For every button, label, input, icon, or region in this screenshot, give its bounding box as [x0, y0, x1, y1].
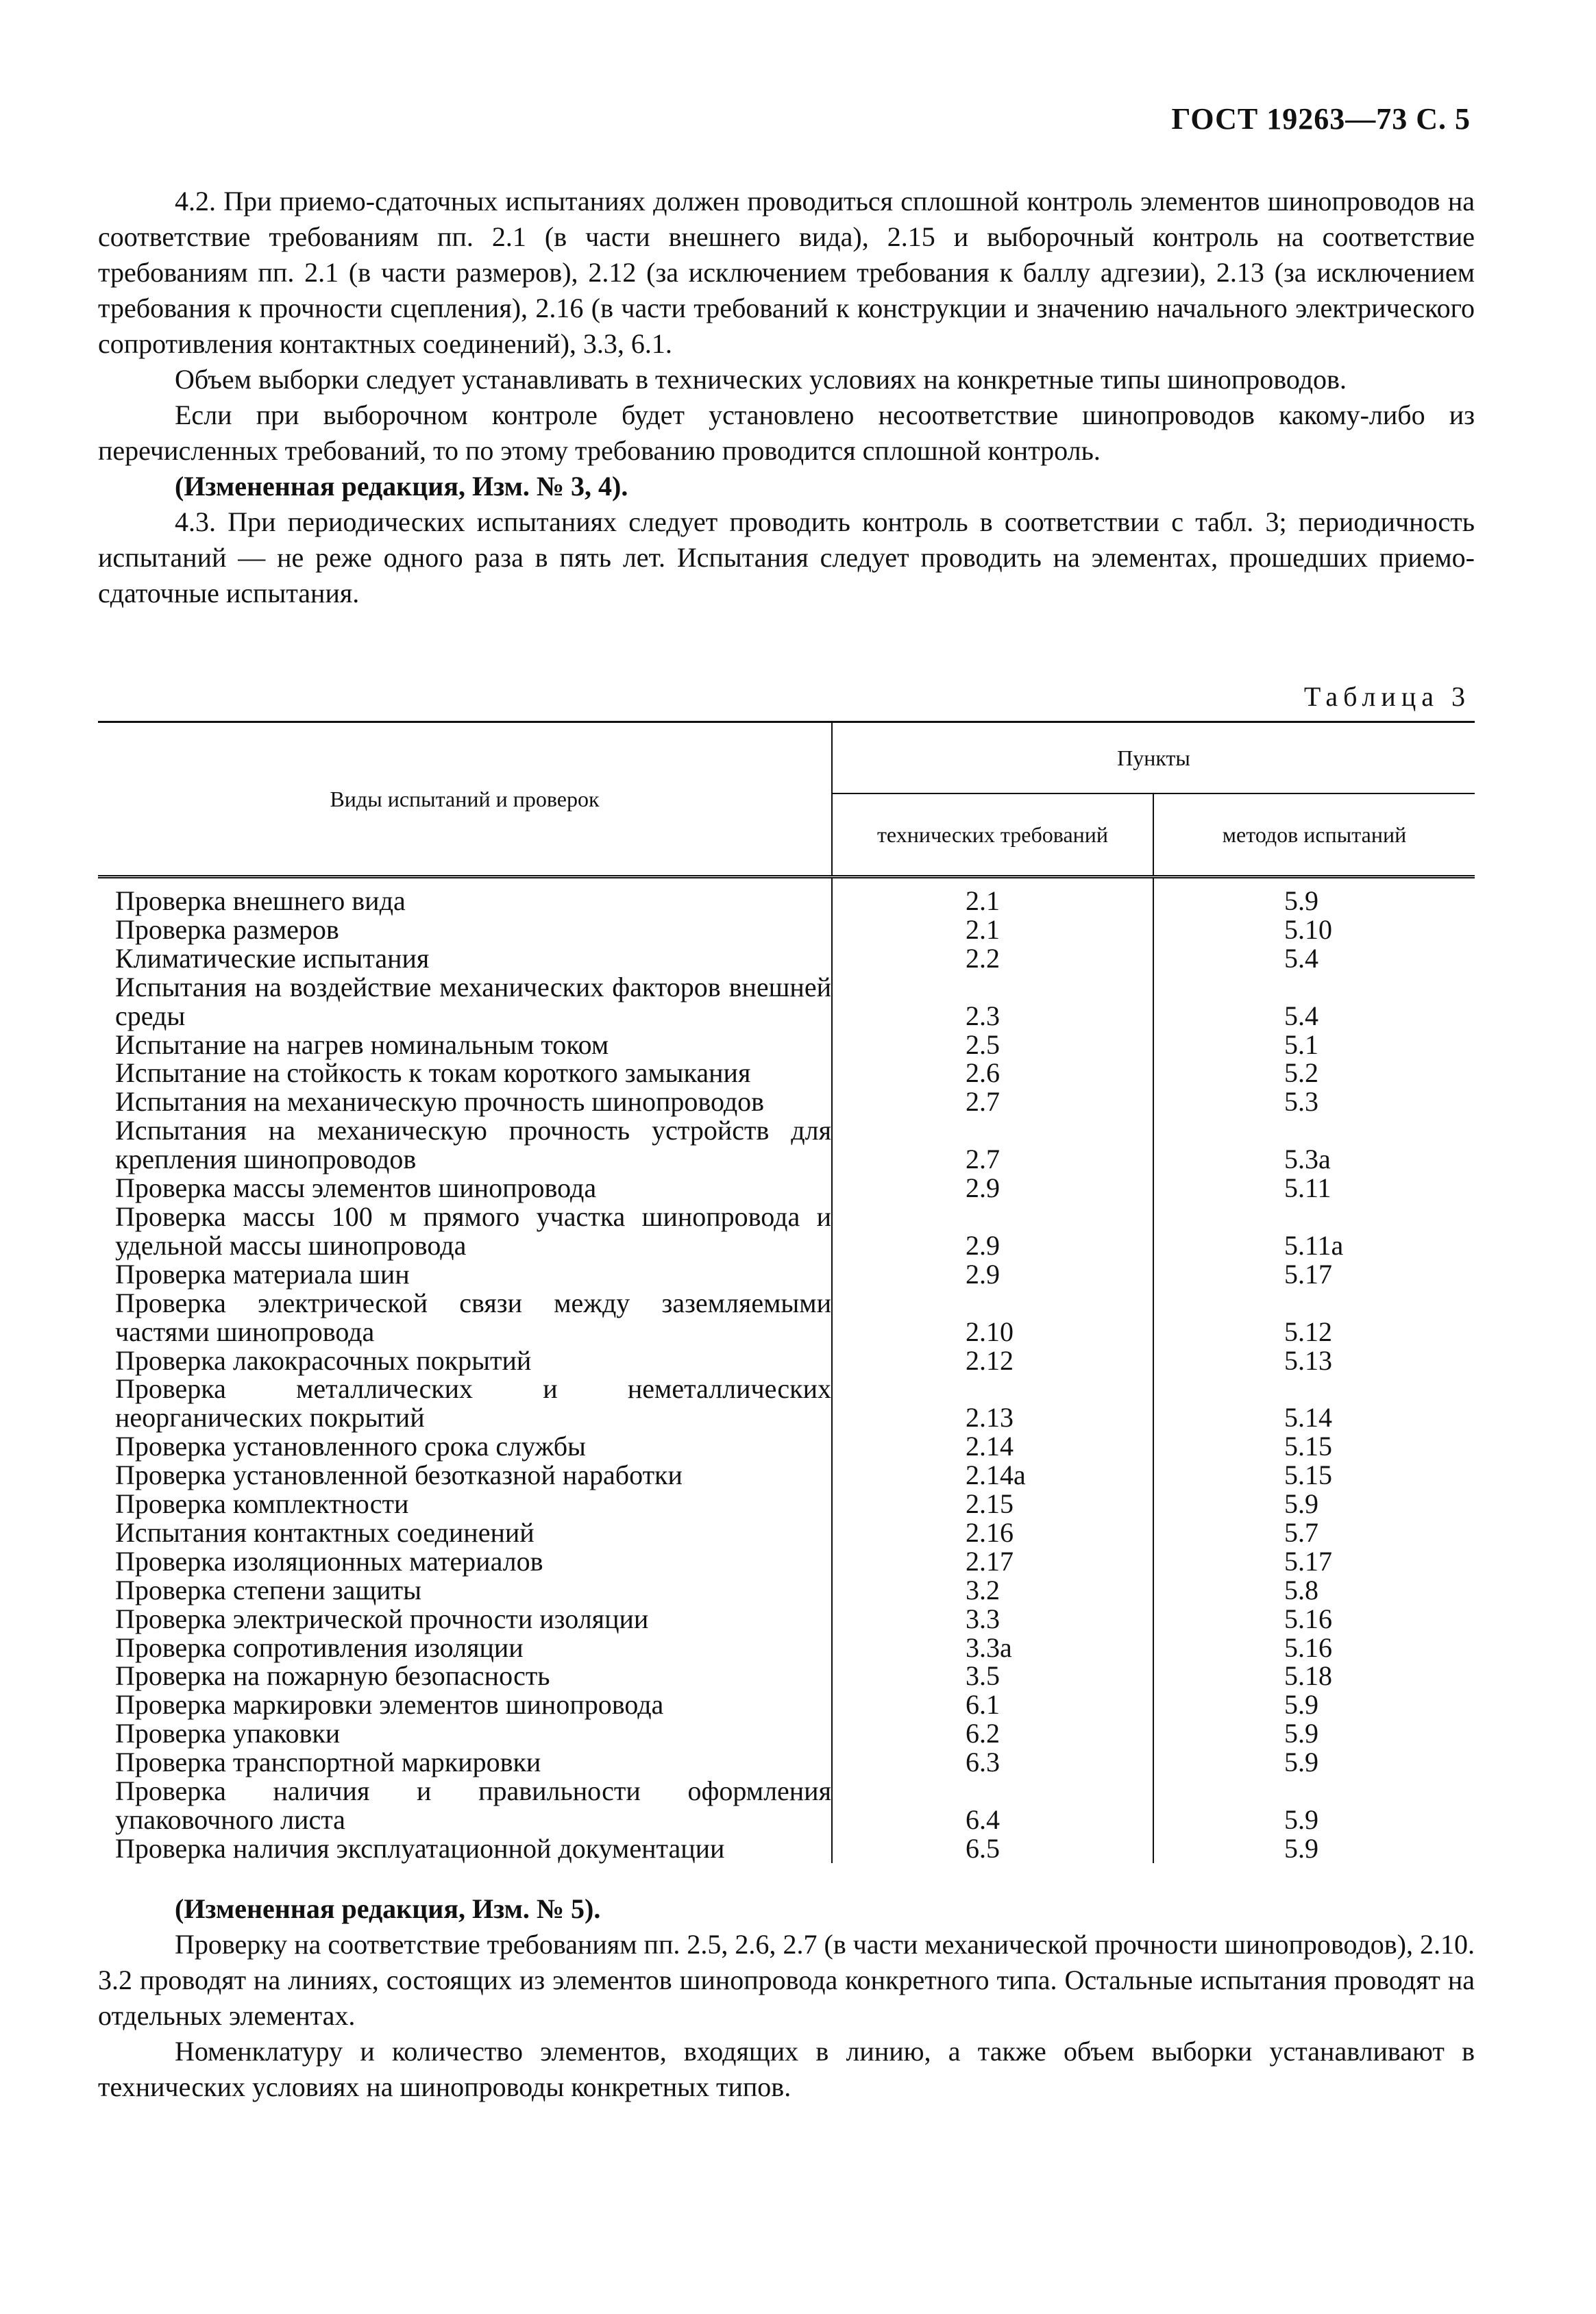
table-row — [98, 1634, 1475, 1662]
paragraph-4-2: 4.2. При приемо-сдаточных испытаниях должен проводиться сплошной контроль элементов шинопроводов на соответствие требованиям пп. 2.1 (в части внешнего вида), 2.15 и выборочный контроль на соответствие требованиям пп. 2.1 (в части размеров), 2.12 (за исключением требования к баллу адгезии), 2.13 (за исключением требования к прочности сцепления), 2.16 (в части требований к конструкции и значению начального электрического сопротивления контактных соединений), 3.3, 6.1. — [98, 186, 1475, 359]
tech-requirement-cell: 6.2 — [832, 1719, 1153, 1748]
test-method-cell: 5.9 — [1284, 1689, 1318, 1721]
test-name-cell: Проверка материала шин — [98, 1260, 832, 1289]
tech-requirement-cell: 2.9 — [832, 1203, 1153, 1260]
header-test-types: Виды испытаний и проверок — [98, 722, 832, 877]
test-method-cell: 5.9 — [1284, 885, 1318, 916]
tech-requirement-cell: 3.2 — [832, 1576, 1153, 1605]
test-name-cell: Проверка размеров — [98, 915, 832, 944]
table-row — [98, 973, 1475, 1031]
test-method-cell: 5.13 — [1284, 1344, 1332, 1376]
test-name-cell: Проверка транспортной маркировки — [98, 1748, 832, 1777]
tech-requirement-cell: 3.3а — [832, 1634, 1153, 1662]
test-method-cell: 5.10 — [1284, 913, 1332, 945]
tech-requirement-cell: 2.13 — [832, 1375, 1153, 1432]
table-row — [98, 944, 1475, 973]
test-name-cell: Проверка электрической связи между заземляемыми частями шинопровода — [98, 1289, 832, 1346]
test-name-cell: Проверка упаковки — [98, 1719, 832, 1748]
tech-requirement-cell: 3.3 — [832, 1605, 1153, 1634]
table-3 — [98, 721, 1475, 1863]
test-method-cell: 5.14 — [1284, 1402, 1332, 1433]
test-name-cell: Испытания контактных соединений — [98, 1518, 832, 1547]
test-name-cell: Проверка установленного срока службы — [98, 1432, 832, 1461]
test-name-cell: Проверка изоляционных материалов — [98, 1547, 832, 1576]
tech-requirement-cell: 2.16 — [832, 1518, 1153, 1547]
tech-requirement-cell: 2.2 — [832, 944, 1153, 973]
table-row — [98, 1605, 1475, 1634]
table-row — [98, 1547, 1475, 1576]
tech-requirement-cell: 2.9 — [832, 1260, 1153, 1289]
outro-section — [98, 1891, 1475, 2105]
test-method-cell: 5.17 — [1284, 1258, 1332, 1290]
table-row — [98, 1174, 1475, 1203]
header-test-methods: методов испытаний — [1153, 793, 1475, 877]
tech-requirement-cell: 2.1 — [832, 915, 1153, 944]
table-row — [98, 1375, 1475, 1432]
table-row — [98, 1690, 1475, 1719]
tech-requirement-cell: 2.3 — [832, 973, 1153, 1031]
test-method-cell: 5.9 — [1284, 1718, 1318, 1749]
table-row — [98, 1490, 1475, 1518]
tech-requirement-cell: 2.17 — [832, 1547, 1153, 1576]
test-name-cell: Проверка массы 100 м прямого участка шинопровода и удельной массы шинопровода — [98, 1203, 832, 1260]
test-method-cell: 5.9 — [1284, 1747, 1318, 1778]
tech-requirement-cell: 6.5 — [832, 1834, 1153, 1863]
table-row — [98, 1059, 1475, 1087]
tech-requirement-cell: 2.7 — [832, 1116, 1153, 1174]
tech-requirement-cell: 2.12 — [832, 1346, 1153, 1375]
test-method-cell: 5.11 — [1284, 1172, 1331, 1204]
test-name-cell: Проверка наличия эксплуатационной документации — [98, 1834, 832, 1863]
test-name-cell: Испытания на воздействие механических факторов внешней среды — [98, 973, 832, 1031]
test-name-cell: Проверка сопротивления изоляции — [98, 1634, 832, 1662]
table-row — [98, 1289, 1475, 1346]
tech-requirement-cell: 2.9 — [832, 1174, 1153, 1203]
table-row — [98, 1031, 1475, 1059]
tech-requirement-cell: 2.14 — [832, 1432, 1153, 1461]
test-method-cell: 5.9 — [1284, 1488, 1318, 1520]
test-name-cell: Проверка электрической прочности изоляции — [98, 1605, 832, 1634]
tech-requirement-cell: 2.5 — [832, 1031, 1153, 1059]
table-row — [98, 1662, 1475, 1690]
test-method-cell: 5.8 — [1284, 1574, 1318, 1605]
test-method-cell: 5.4 — [1284, 942, 1318, 974]
page-header: ГОСТ 19263—73 С. 5 — [1171, 102, 1471, 136]
paragraph-4-3: 4.3. При периодических испытаниях следует проводить контроль в соответствии с табл. 3; периодичность испытаний — не реже одного раза в пять лет. Испытания следует проводить на элементах, прошедших приемо-сдаточные испытания. — [98, 506, 1475, 608]
test-name-cell: Проверка комплектности — [98, 1490, 832, 1518]
table-caption: Таблица 3 — [1303, 681, 1471, 712]
table-row — [98, 1116, 1475, 1174]
tech-requirement-cell: 2.15 — [832, 1490, 1153, 1518]
test-method-cell: 5.17 — [1284, 1545, 1332, 1577]
tech-requirement-cell: 6.3 — [832, 1748, 1153, 1777]
test-name-cell: Проверка металлических и неметаллических неорганических покрытий — [98, 1375, 832, 1432]
header-clauses: Пункты — [832, 722, 1475, 793]
test-method-cell: 5.3 — [1284, 1086, 1318, 1118]
test-method-cell: 5.12 — [1284, 1316, 1332, 1347]
table-row — [98, 1432, 1475, 1461]
test-name-cell: Проверка степени защиты — [98, 1576, 832, 1605]
table-body — [98, 877, 1475, 1863]
tech-requirement-cell: 3.5 — [832, 1662, 1153, 1690]
test-name-cell: Испытание на нагрев номинальным током — [98, 1031, 832, 1059]
test-method-cell: 5.7 — [1284, 1516, 1318, 1548]
table-row — [98, 1203, 1475, 1260]
paragraph-nomenclature: Номенклатуру и количество элементов, входящих в линию, а также объем выборки устанавливают в технических условиях на шинопроводы конкретных типов. — [98, 2036, 1475, 2102]
test-method-cell: 5.15 — [1284, 1460, 1332, 1491]
table-row — [98, 1461, 1475, 1490]
test-method-cell: 5.18 — [1284, 1660, 1332, 1692]
paragraph-full-control: Если при выборочном контроле будет установлено несоответствие шинопроводов какому-либо из перечисленных требований, то по этому требованию проводится сплошной контроль. — [98, 399, 1475, 466]
tech-requirement-cell: 2.6 — [832, 1059, 1153, 1087]
tech-requirement-cell: 2.14а — [832, 1461, 1153, 1490]
test-method-cell: 5.16 — [1284, 1603, 1332, 1634]
tests-table — [98, 721, 1475, 1863]
table-row — [98, 915, 1475, 944]
test-method-cell: 5.9 — [1284, 1804, 1318, 1835]
test-method-cell: 5.16 — [1284, 1632, 1332, 1663]
test-method-cell: 5.11а — [1284, 1229, 1344, 1261]
table-row — [98, 1346, 1475, 1375]
test-name-cell: Климатические испытания — [98, 944, 832, 973]
table-row — [98, 877, 1475, 915]
test-name-cell: Проверка наличия и правильности оформления упаковочного листа — [98, 1777, 832, 1834]
tech-requirement-cell: 6.1 — [832, 1690, 1153, 1719]
test-name-cell: Проверка установленной безотказной наработки — [98, 1461, 832, 1490]
test-name-cell: Проверка массы элементов шинопровода — [98, 1174, 832, 1203]
tech-requirement-cell: 2.7 — [832, 1087, 1153, 1116]
table-row — [98, 1777, 1475, 1834]
table-row — [98, 1719, 1475, 1748]
test-name-cell: Испытания на механическую прочность шинопроводов — [98, 1087, 832, 1116]
test-name-cell: Проверка маркировки элементов шинопровода — [98, 1690, 832, 1719]
table-row — [98, 1518, 1475, 1547]
table-row — [98, 1087, 1475, 1116]
table-row — [98, 1260, 1475, 1289]
test-method-cell: 5.9 — [1284, 1832, 1318, 1864]
table-row — [98, 1834, 1475, 1863]
test-method-cell: 5.2 — [1284, 1057, 1318, 1089]
paragraph-sample-size: Объем выборки следует устанавливать в технических условиях на конкретные типы шинопроводов. — [175, 364, 1347, 395]
test-name-cell: Испытание на стойкость к токам короткого замыкания — [98, 1059, 832, 1087]
tech-requirement-cell: 2.10 — [832, 1289, 1153, 1346]
tech-requirement-cell: 2.1 — [832, 877, 1153, 915]
table-row — [98, 1748, 1475, 1777]
header-technical-requirements: технических требований — [832, 793, 1153, 877]
amendment-note-5: (Измененная редакция, Изм. № 5). — [175, 1893, 601, 1924]
paragraph-line-tests: Проверку на соответствие требованиям пп. 2.5, 2.6, 2.7 (в части механической прочности шинопроводов), 2.10. 3.2 проводят на линиях, состоящих из элементов шинопровода конкретного типа. Остальные испытания проводят на отдельных элементах. — [98, 1929, 1475, 2031]
test-name-cell: Проверка на пожарную безопасность — [98, 1662, 832, 1690]
table-row — [98, 1576, 1475, 1605]
test-name-cell: Проверка лакокрасочных покрытий — [98, 1346, 832, 1375]
test-name-cell: Испытания на механическую прочность устройств для крепления шинопроводов — [98, 1116, 832, 1174]
test-method-cell: 5.3а — [1284, 1144, 1331, 1175]
test-method-cell: 5.15 — [1284, 1431, 1332, 1462]
intro-section — [98, 184, 1475, 611]
amendment-note: (Измененная редакция, Изм. № 3, 4). — [175, 471, 628, 502]
test-name-cell: Проверка внешнего вида — [98, 877, 832, 915]
tech-requirement-cell: 6.4 — [832, 1777, 1153, 1834]
test-method-cell: 5.4 — [1284, 1000, 1318, 1031]
test-method-cell: 5.1 — [1284, 1029, 1318, 1060]
